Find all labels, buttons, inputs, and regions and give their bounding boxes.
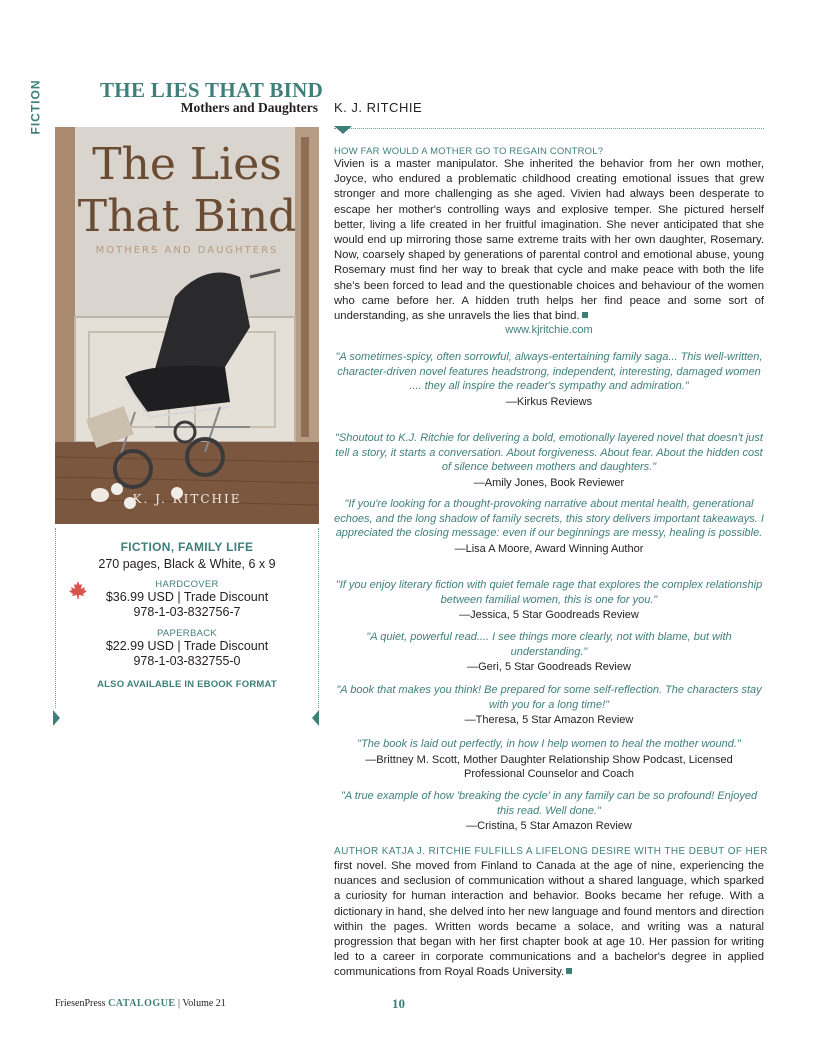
review xyxy=(334,789,764,834)
review-source: —Theresa, 5 Star Amazon Review xyxy=(464,714,634,727)
review-source: —Cristina, 5 Star Amazon Review xyxy=(466,820,632,833)
author-name: K. J. RITCHIE xyxy=(334,100,423,115)
review-source: —Jessica, 5 Star Goodreads Review xyxy=(459,609,639,622)
review xyxy=(334,683,764,728)
review-source: —Kirkus Reviews xyxy=(505,395,593,408)
review-source: —Brittney M. Scott, Mother Daughter Relationship Show Podcast, Licensed Professional Counselor and Coach xyxy=(365,753,733,781)
review-quote: "A quiet, powerful read.... I see things more clearly, not with blame, but with understanding." xyxy=(366,631,732,658)
review-quote: "Shoutout to K.J. Ritchie for delivering a bold, emotionally layered novel that doesn't just tell a story, it starts a conversation. About forgiveness. About fear. About the hidden cost of silence between mothers and daughters." xyxy=(335,432,763,474)
review xyxy=(334,431,764,490)
bio-lede: AUTHOR KATJA J. RITCHIE FULFILLS A LIFELONG DESIRE WITH THE DEBUT OF HER xyxy=(334,846,768,857)
page-number: 10 xyxy=(392,996,405,1011)
catalogue-label: CATALOGUE xyxy=(108,998,176,1009)
footer-catalogue xyxy=(55,998,226,1009)
bio-text: first novel. She moved from Finland to Canada at the age of nine, experiencing the nuances and seclusion of communication without a shared language, which sparked a curiosity for human interaction and behavior. Books became her refuge. With a dictionary in hand, she delved into her new language and found mentors and direction within the pages. Written words became a solace, and writing was a natural progression that began with her first chapter book at age 10. Her passion for writing led to a career in corporate communications and a bachelor's degree in applied communications from Royal Roads University. xyxy=(334,860,764,979)
cover-title-line1: The Lies xyxy=(92,139,282,190)
section-tab xyxy=(26,79,44,135)
review xyxy=(334,350,764,409)
review xyxy=(334,737,764,782)
end-mark-icon xyxy=(566,968,572,974)
left-border xyxy=(55,528,56,708)
review xyxy=(334,497,764,556)
hardcover-label: HARDCOVER xyxy=(155,579,219,590)
header-notch-icon xyxy=(334,126,352,136)
review-quote: "If you enjoy literary fiction with quiet female rage that explores the complex relationship between familial women, this is one for you." xyxy=(335,579,763,606)
volume-label: | Volume 21 xyxy=(178,998,226,1009)
header-rule xyxy=(334,128,764,129)
ebook-note: ALSO AVAILABLE IN EBOOK FORMAT xyxy=(97,679,277,690)
description-text: Vivien is a master manipulator. She inherited the behavior from her own mother, Joyce, who endured a problematic childhood creating emotional issues that grew stronger and more challenging as she aged. Vivien had always been desperate to escape her mother's controlling ways and explosive temper. She pictured herself better, living a life created in her fruitful imagination. She never anticipated that she would end up mirroring those same extreme traits with her own daughter, Rosemary. Now, coarsely shaped by generations of parental control and emotional abuse, young Rosemary must find her way to break that cycle and make peace with both the life she's been forced to lead and the questionable choices and behaviour of the women who came before her. A hidden truth helps her find peace and some sort of understanding, as she unravels the lies that bind. xyxy=(334,158,764,323)
cover-title-line2: That Bind xyxy=(77,191,297,242)
paperback-isbn: 978-1-03-832755-0 xyxy=(133,654,241,668)
review-quote: "A true example of how 'breaking the cycle' in any family can be so profound! Enjoyed this read. Well done." xyxy=(340,790,758,817)
review xyxy=(334,578,764,623)
review-source: —Geri, 5 Star Goodreads Review xyxy=(467,661,631,674)
review-source: —Lisa A Moore, Award Winning Author xyxy=(454,542,644,555)
right-arrow-icon xyxy=(312,710,320,726)
page-count: 270 pages, Black & White, 6 x 9 xyxy=(98,557,276,571)
review-quote: "A book that makes you think! Be prepared for some self-reflection. The characters stay with you for a long time!" xyxy=(336,684,762,711)
review-quote: "A sometimes-spicy, often sorrowful, always-entertaining family saga... This well-written, character-driven novel features headstrong, independent, interesting, damaged women .... they all inspire the reader's sympathy and admiration." xyxy=(335,351,763,393)
cover-subtitle: MOTHERS AND DAUGHTERS xyxy=(95,245,279,256)
review xyxy=(334,630,764,675)
hardcover-price: $36.99 USD | Trade Discount xyxy=(105,590,269,604)
review-quote: "If you're looking for a thought-provoking narrative about mental health, generational echoes, and the long shadow of family secrets, this story delivers important takeaways. I appreciated the closing message: even if our beginnings are messy, healing is possible. xyxy=(334,498,764,540)
description-body xyxy=(334,157,764,324)
book-details xyxy=(55,540,319,690)
author-bio xyxy=(334,859,764,981)
paperback-price: $22.99 USD | Trade Discount xyxy=(105,639,269,653)
hardcover-isbn: 978-1-03-832756-7 xyxy=(133,605,241,619)
section-label: FICTION xyxy=(28,79,42,135)
genre: FICTION, FAMILY LIFE xyxy=(120,540,254,554)
author-website[interactable]: www.kjritchie.com xyxy=(505,324,593,336)
book-title: THE LIES THAT BIND xyxy=(100,78,324,102)
publisher-name: FriesenPress xyxy=(55,998,106,1009)
right-border xyxy=(318,528,319,708)
left-arrow-icon xyxy=(53,710,61,726)
paperback-label: PAPERBACK xyxy=(156,628,218,639)
book-subtitle: Mothers and Daughters xyxy=(180,100,318,115)
review-source: —Amily Jones, Book Reviewer xyxy=(473,476,625,489)
cover-author: K. J. RITCHIE xyxy=(132,492,242,506)
end-mark-icon xyxy=(582,312,588,318)
book-cover xyxy=(55,127,319,524)
review-quote: "The book is laid out perfectly, in how I help women to heal the mother wound." xyxy=(357,738,741,750)
description-lede: HOW FAR WOULD A MOTHER GO TO REGAIN CONTROL? xyxy=(334,146,604,157)
